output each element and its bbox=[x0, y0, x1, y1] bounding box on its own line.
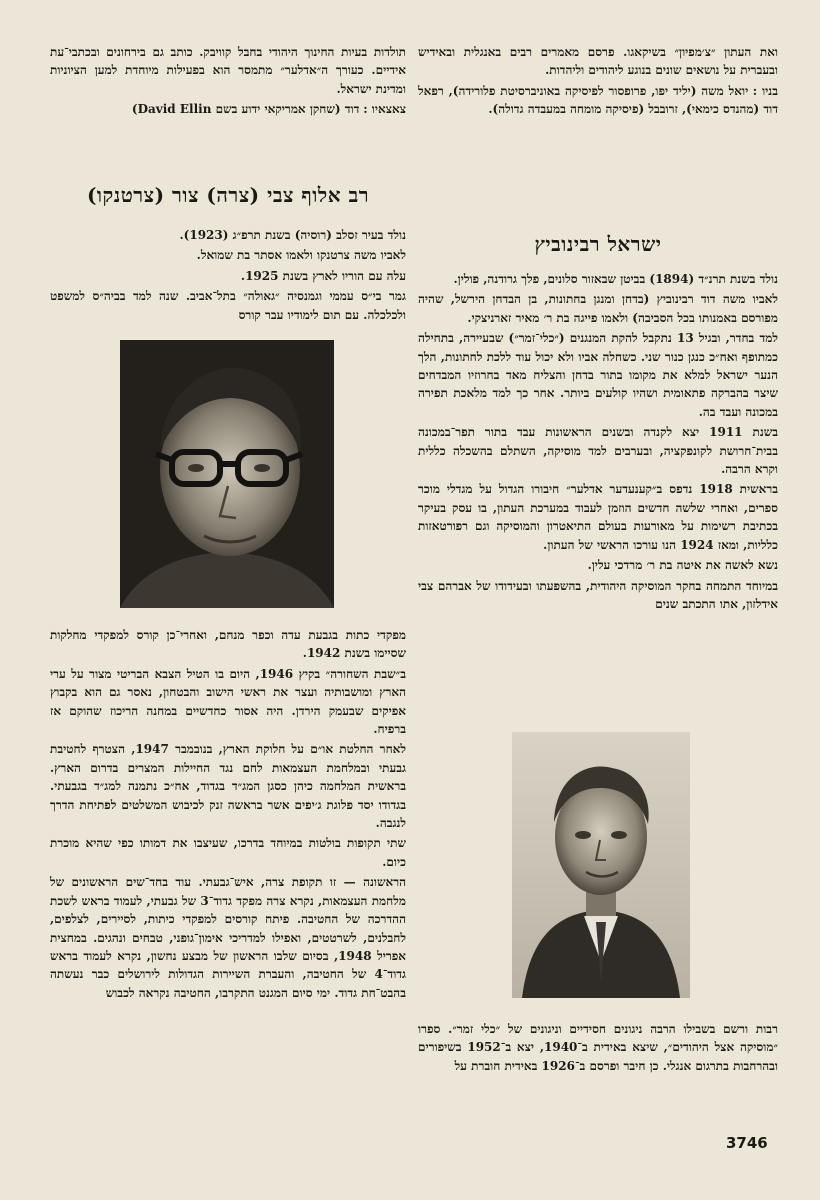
bio-title-rabinovich: ישראל רבינוביץ bbox=[534, 232, 662, 256]
paragraph: שתי תקופות בולטות במיוחד בדרכו, שעיצבו את דמותו כפי שהיא מוכרת כיום. bbox=[50, 836, 406, 869]
portrait-image bbox=[120, 340, 334, 608]
left-bio-body bbox=[50, 226, 406, 326]
paragraph: לאביו משה דוד רבינוביץ (בדחן ומנגן בחתונות, בן הבדחן הירשל, שהיה מפורסם באמנותו בכל הסביבה) ולאמו פייגה בת ר׳ מאיר זארניצקי. bbox=[418, 292, 778, 325]
paragraph: נולד בעיר זסלב (רוסיה) בשנת תרפ״ג (1923). bbox=[179, 228, 406, 242]
right-column-top bbox=[418, 43, 778, 121]
paragraph: למד בחדר, ובגיל 13 נתקבל להקת המנגנים (״כלי־זמר״) שבעיירה, בתחילה כמתופף ואח״כ כנגן כנור שני. כשחלה אביו ולא יכול עוד ללכת לחתונות, הלך הנער ישראל למלא את מקומו בתור בדחן והצליח מאד בחרוזיו המבדחים שיצר בהברקה פתאומית ושהיו קולעים ביותר. אחר כך למד מלאכת תפירה במכונה ועבד בה. bbox=[418, 331, 778, 419]
paragraph: ב״שבת השחורה״ בקיץ 1946, היום בו הטיל הצבא הבריטי מצור על ערי הארץ ומושבותיה ועצר את ראשי הישוב והבטחון, נאסר גם הוא בקבוץ אפיקים שבעמק הירדן. היה אסור כחדשיים במחנה הריכוז שהוקם אז ברפיח. bbox=[50, 666, 406, 737]
left-column-top bbox=[50, 43, 406, 121]
paragraph: בראשית 1918 נדפס ב״קענעדער אדלער״ חיבורו הגדול על מגדלי מוכר ספרים, ואחרי שלשה חדשים הוזמן לעבוד במערכת העתון, בו עסק בעיקר בכתיבת רשימות על מאורעות בעולם התיאטרון והמוסיקה וגם רפורטאזות כלליות, ומאז 1924 הנו עורכו הראשי של העתון. bbox=[418, 482, 778, 552]
children-label: בניו : bbox=[752, 83, 778, 98]
paragraph: נשא לאשה את איטה בת ר׳ מרדכי עלין. bbox=[587, 558, 778, 573]
paragraph: לאחר החלטת או״ם על חלוקת הארץ, בנובמבר 1947, הצטרף לחטיבת גבעתי ובמלחמת העצמאות לחם נגד החיילות המצרים בדרום הארץ. בראשית המלחמה כיהן כסגן המג״ד בגדוד, אח״כ נתמנה למג״ד בגבעתי. בגדודו יסד פלוגת ג׳יפים אשר בראשה זנק לכיבוש המשלטים לפתיחת הדרך לנגבה. bbox=[50, 742, 406, 831]
paragraph: ואת העתון ״צ׳מפיון״ בשיקאגו. פרסם מאמרים רבים באנגלית ובאידיש ובעברית על נושאים שונים בנוגע ליהודים וליהדות. bbox=[418, 45, 778, 78]
right-bio-header bbox=[418, 232, 778, 257]
paragraph: עלה עם הוריו לארץ בשנת 1925. bbox=[240, 268, 406, 283]
paragraph: הראשונה — זו תקופת צרה, איש־גבעתי. עוד בחד־שים הראשונים של מלחמת העצמאות, נקרא צרה מפקד גדוד־3 של גבעתי, לעמוד בראש לשכת ההדרכה של החטיבה. פיתח קורסים למפקדי כיתות, לסיירים, לצלפים, לחבלנים, לשרטטים, ואפילו למדריכי אימון־גופני, טבחים ונהגים. במחצית אפריל 1948, בסיום שלבו הראשון של מבצע נחשון, נקרא לעמוד בראש גדוד־4 של החטיבה, והעברת השיירות הגדולות לירושלים כבר נעשתה בהבט־חת גדוד. ימי סיום המגנט התקרבו, החטיבה נקראה לכבוש bbox=[50, 875, 406, 1000]
paragraph: רבות ורשם בשבילו הרבה ניגונים חסידיים וניגונים של ״כלי זמר״. ספרו ״מוסיקה אצל היהודים״, שיצא באידית ב־1940, יצא ב־1952 בשיפורים ובהרחבות בתרגום אנגלי. כן חיבר ופרסם ב־1926 באידית חוברת על bbox=[418, 1022, 778, 1073]
paragraph: במיוחד התמחה בחקר המוסיקה היהודית, בהשפעתו ובעידודו של אברהם צבי אידלזון, אתו התכתב שנים bbox=[418, 578, 778, 611]
portrait-photo-zur bbox=[120, 340, 334, 608]
children-paragraph bbox=[418, 82, 778, 119]
descendant-text: דוד (שחקן אמריקאי ידוע בשם David Ellin) bbox=[131, 102, 360, 117]
paragraph: תולדות בעיות החינוך היהודי בחבל קוויבק. כותב גם בירחונים ובכתבי־עת אידיים. כעורך ה״אדלער״ מתמסר הוא בפעילות מיוחדת למען הציוניות ומדינת ישראל. bbox=[50, 45, 406, 96]
paragraph: גמר בי״ס עממי וגמנסיה ״גאולה״ בתל־אביב. שנה למד בביה״ס למשפט ולכלכלה. עם תום לימודיו עבר קורס bbox=[50, 289, 406, 322]
left-bio-header bbox=[50, 183, 406, 208]
page-number: 3746 bbox=[726, 1134, 768, 1152]
paragraph: בשנת 1911 יצא לקנדה ובשנים הראשונות עבד בתור תפר־במכונה בבית־חרושת לקונפקציה, ובערבים למד מוסיקה, השתלם בהשכלה כללית וקרא הרבה. bbox=[418, 425, 778, 477]
right-bio-body bbox=[418, 270, 778, 615]
paragraph: נולד בשנת תרנ״ד (1894) בביטן שבאזור סלונים, פלך גרודנה, פולין. bbox=[453, 272, 778, 286]
right-column-bottom bbox=[418, 1020, 778, 1077]
paragraph: לאביו משה צרטנקו ולאמו אסתר בת שמואל. bbox=[196, 248, 406, 263]
children-text: יואל משה (יליד יפו, פרופסור לפיסיקה באוניברסיטת פלורידה), רפאל דוד (מהנדס כימאי), זרובבל (פיסיקה מומחה במעבדה גדולה). bbox=[418, 83, 778, 117]
portrait-image bbox=[512, 732, 690, 998]
paragraph: מפקדי כתות בגבעת עדה וכפר מנחם, ואחרי־כן קורס למפקדי מחלקות שסיימו בשנת 1942. bbox=[50, 628, 406, 661]
descendant-paragraph bbox=[50, 100, 406, 118]
left-column-bottom bbox=[50, 626, 406, 1004]
descendant-label: צאצאיו : bbox=[363, 102, 406, 117]
portrait-photo-rabinovich bbox=[512, 732, 690, 998]
bio-title-zur: רב אלוף צבי (צרה) צור (צרטנקו) bbox=[86, 183, 370, 207]
